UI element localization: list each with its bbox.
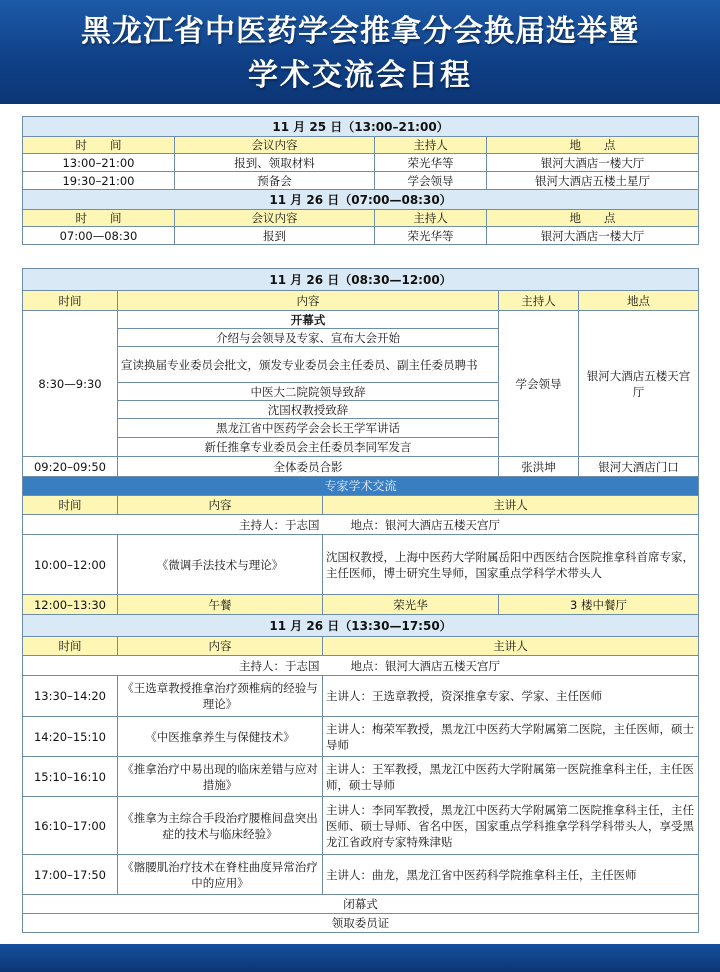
- table-row: [23, 855, 699, 895]
- speaker-cell: 主讲人：王军教授，黑龙江中医药大学附属第一医院推拿科主任，主任医师，硕士导师: [323, 757, 699, 797]
- opening-item: 宣读换届专业委员会批文，颁发专业委员会主任委员、副主任委员聘书: [118, 347, 499, 383]
- content-cell: 全体委员合影: [118, 457, 499, 477]
- column-header: 主持人: [375, 137, 487, 154]
- session-location: 地点：银河大酒店五楼天宫厅: [323, 656, 699, 676]
- closing-ceremony: 闭幕式: [23, 895, 699, 914]
- column-header: 地点: [579, 291, 699, 311]
- content-cell: 报到、领取材料: [175, 154, 375, 172]
- table-row: [23, 154, 699, 172]
- main-schedule-table: [22, 268, 699, 933]
- time-cell: 13:30–14:20: [23, 676, 118, 717]
- host-cell: 荣光华: [323, 595, 499, 615]
- content-cell: 报到: [175, 227, 375, 245]
- opening-item: 新任推拿专业委员会主任委员李同军发言: [118, 438, 499, 457]
- time-cell: 15:10–16:10: [23, 757, 118, 797]
- opening-item: 介绍与会领导及专家、宣布大会开始: [118, 329, 499, 347]
- speaker-cell: 主讲人：梅荣军教授，黑龙江中医药大学附属第二医院，主任医师，硕士导师: [323, 717, 699, 757]
- day-title-nov25: 11 月 25 日（13:00–21:00）: [23, 117, 699, 137]
- time-cell: 12:00–13:30: [23, 595, 118, 615]
- topic-cell: 《推拿为主综合手段治疗腰椎间盘突出症的技术与临床经验》: [118, 797, 323, 855]
- column-header: 时间: [23, 291, 118, 311]
- time-cell: 10:00–12:00: [23, 535, 118, 595]
- topic-cell: 《髂腰肌治疗技术在脊柱曲度异常治疗中的应用》: [118, 855, 323, 895]
- time-cell: 16:10–17:00: [23, 797, 118, 855]
- time-cell: 17:00–17:50: [23, 855, 118, 895]
- opening-item: 开幕式: [118, 311, 499, 329]
- host-cell: 学会领导: [375, 172, 487, 190]
- opening-item: 黑龙江省中医药学会会长王学军讲话: [118, 419, 499, 438]
- column-header: 内容: [118, 496, 323, 515]
- host-cell: 荣光华等: [375, 154, 487, 172]
- time-cell: 07:00—08:30: [23, 227, 175, 245]
- session-host: 主持人：于志国: [23, 515, 323, 535]
- day-title-nov26-afternoon: 11 月 26 日（13:30—17:50）: [23, 615, 699, 637]
- collect-certificate: 领取委员证: [23, 914, 699, 933]
- opening-item: 中医大二院院领导致辞: [118, 383, 499, 401]
- column-header: 主讲人: [323, 637, 699, 656]
- speaker-cell: 主讲人：曲龙，黑龙江省中医药科学院推拿科主任，主任医师: [323, 855, 699, 895]
- column-header: 时 间: [23, 137, 175, 154]
- column-header: 时 间: [23, 210, 175, 227]
- column-header: 主讲人: [323, 496, 699, 515]
- table-row: [23, 797, 699, 855]
- opening-time-cell: 8:30—9:30: [23, 311, 118, 457]
- column-header: 内容: [118, 291, 499, 311]
- table-row: [23, 457, 699, 477]
- session-location: 地点：银河大酒店五楼天宫厅: [323, 515, 699, 535]
- host-cell: 荣光华等: [375, 227, 487, 245]
- column-header: 会议内容: [175, 137, 375, 154]
- location-cell: 3 楼中餐厅: [499, 595, 699, 615]
- day-title-nov26-early: 11 月 26 日（07:00—08:30）: [23, 190, 699, 210]
- section-title-expert-exchange: 专家学术交流: [23, 477, 699, 496]
- time-cell: 14:20–15:10: [23, 717, 118, 757]
- table-row: [23, 227, 699, 245]
- location-cell: 银河大酒店五楼土星厅: [487, 172, 699, 190]
- location-cell: 银河大酒店门口: [579, 457, 699, 477]
- column-header: 会议内容: [175, 210, 375, 227]
- speaker-cell: 主讲人：李同军教授，黑龙江中医药大学附属第二医院推拿科主任，主任医师、硕士导师、省名中医，国家重点学科推拿学科学科带头人，享受黑龙江省政府专家特殊津贴: [323, 797, 699, 855]
- opening-item: 沈国权教授致辞: [118, 401, 499, 419]
- topic-cell: 《中医推拿养生与保健技术》: [118, 717, 323, 757]
- speaker-cell: 沈国权教授，上海中医药大学附属岳阳中西医结合医院推拿科首席专家，主任医师，博士研究生导师，国家重点学科学术带头人: [323, 535, 699, 595]
- column-header: 主持人: [375, 210, 487, 227]
- table-row: [23, 757, 699, 797]
- host-cell: 张洪坤: [499, 457, 579, 477]
- speaker-cell: 主讲人：王选章教授，资深推拿专家、学家、主任医师: [323, 676, 699, 717]
- table-row: [23, 676, 699, 717]
- header-banner: [0, 0, 720, 104]
- topic-cell: 《王选章教授推拿治疗颈椎病的经验与理论》: [118, 676, 323, 717]
- opening-location-cell: 银河大酒店五楼天宫厅: [579, 311, 699, 457]
- page-title-line2: 学术交流会日程: [248, 58, 472, 93]
- content-cell: 预备会: [175, 172, 375, 190]
- table-row: [23, 535, 699, 595]
- column-header: 内容: [118, 637, 323, 656]
- registration-schedule-table: [22, 116, 699, 245]
- column-header: 地 点: [487, 137, 699, 154]
- column-header: 地 点: [487, 210, 699, 227]
- column-header: 主持人: [499, 291, 579, 311]
- table-row: [23, 172, 699, 190]
- location-cell: 银河大酒店一楼大厅: [487, 227, 699, 245]
- footer-bar: [0, 944, 720, 972]
- session-host: 主持人：于志国: [23, 656, 323, 676]
- day-title-nov26-morning: 11 月 26 日（08:30—12:00）: [23, 269, 699, 291]
- column-header: 时间: [23, 637, 118, 656]
- opening-host-cell: 学会领导: [499, 311, 579, 457]
- location-cell: 银河大酒店一楼大厅: [487, 154, 699, 172]
- column-header: 时间: [23, 496, 118, 515]
- time-cell: 19:30–21:00: [23, 172, 175, 190]
- time-cell: 09:20–09:50: [23, 457, 118, 477]
- content-cell: 午餐: [118, 595, 323, 615]
- topic-cell: 《微调手法技术与理论》: [118, 535, 323, 595]
- page-title-line1: 黑龙江省中医药学会推拿分会换届选举暨: [81, 14, 639, 49]
- table-row: [23, 717, 699, 757]
- topic-cell: 《推拿治疗中易出现的临床差错与应对措施》: [118, 757, 323, 797]
- time-cell: 13:00–21:00: [23, 154, 175, 172]
- table-row: [23, 595, 699, 615]
